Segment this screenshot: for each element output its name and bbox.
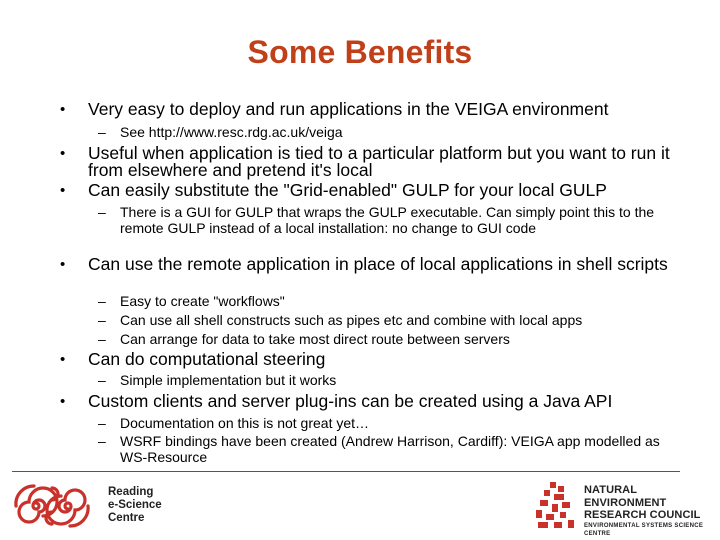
bullet-point: [60, 99, 688, 119]
dash-icon: –: [98, 124, 106, 140]
sub-point: [98, 372, 680, 389]
footer-divider: [12, 471, 680, 472]
sub-point-text: Documentation on this is not great yet…: [120, 415, 370, 431]
sub-point-text: See http://www.resc.rdg.ac.uk/veiga: [120, 124, 343, 140]
bullet-point: [60, 349, 688, 369]
sub-point: [98, 124, 680, 141]
reading-escience-logo-text: Reading e-Science Centre: [108, 486, 162, 524]
bullet-icon: •: [60, 256, 66, 273]
bullet-point: [60, 254, 688, 274]
bullet-point: [60, 391, 688, 411]
sub-point: [98, 204, 680, 236]
bullet-text: Useful when application is tied to a particular platform but you want to run it from elsewhere and pretend it's local: [88, 143, 670, 180]
sub-point: [98, 312, 680, 329]
sub-point-text: WSRF bindings have been created (Andrew Harrison, Cardiff): VEIGA app modelled as WS-Resource: [120, 433, 660, 465]
dash-icon: –: [98, 331, 106, 347]
sub-point: [98, 331, 680, 348]
nerc-logo-text: NATURAL ENVIRONMENT RESEARCH COUNCIL ENVIRONMENTAL SYSTEMS SCIENCE CENTRE: [584, 484, 704, 537]
dash-icon: –: [98, 372, 106, 388]
sub-point: [98, 293, 680, 310]
dash-icon: –: [98, 204, 106, 220]
sub-point-text: Can arrange for data to take most direct route between servers: [120, 331, 510, 347]
dash-icon: –: [98, 415, 106, 431]
bullet-text: Custom clients and server plug-ins can be created using a Java API: [88, 391, 613, 411]
slide-title: Some Benefits: [247, 34, 473, 70]
sub-point-text: Simple implementation but it works: [120, 372, 337, 388]
bullet-icon: •: [60, 145, 66, 162]
bullet-point: [60, 143, 688, 180]
bullet-text: Can easily substitute the "Grid-enabled" GULP for your local GULP: [88, 180, 607, 200]
bullet-text: Can use the remote application in place of local applications in shell scripts: [88, 254, 668, 274]
bullet-text: Can do computational steering: [88, 349, 326, 369]
bullet-icon: •: [60, 351, 66, 368]
bullet-icon: •: [60, 182, 66, 199]
bullet-icon: •: [60, 101, 66, 118]
bullet-icon: •: [60, 393, 66, 410]
sub-point: [98, 433, 680, 465]
dash-icon: –: [98, 312, 106, 328]
bullet-point: [60, 180, 688, 200]
sub-point-text: Can use all shell constructs such as pipes etc and combine with local apps: [120, 312, 583, 328]
sub-point: [98, 415, 680, 432]
dash-icon: –: [98, 433, 106, 449]
bullet-text: Very easy to deploy and run applications in the VEIGA environment: [88, 99, 609, 119]
sub-point-text: There is a GUI for GULP that wraps the GULP executable. Can simply point this to the remote GULP instead of a local installation: no change to GUI code: [120, 204, 655, 236]
dash-icon: –: [98, 293, 106, 309]
sub-point-text: Easy to create "workflows": [120, 293, 285, 309]
nerc-logo-icon: [532, 478, 592, 534]
